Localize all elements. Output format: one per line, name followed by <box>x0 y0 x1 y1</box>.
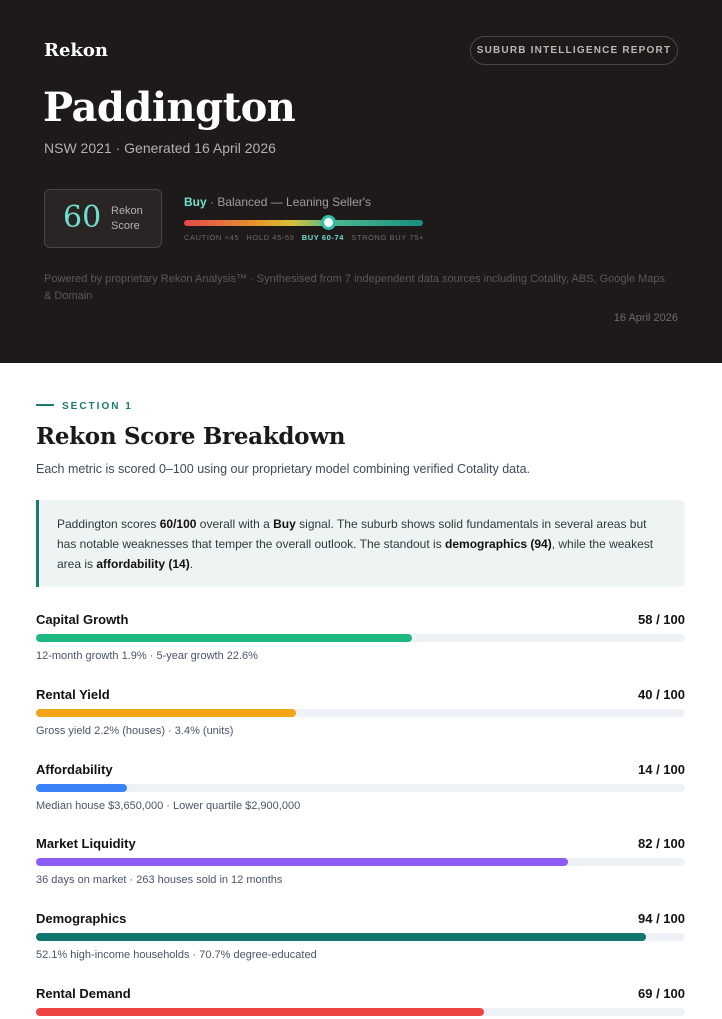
data-sources-note: Powered by proprietary Rekon Analysis™ · Synthesised from 7 independent data sources including Cotality, ABS, Google Maps & Domain <box>44 273 666 302</box>
summary-text: Paddington scores <box>57 517 160 531</box>
summary-text: . <box>189 557 194 571</box>
signal-secondary: · Balanced — Leaning Seller's <box>206 195 372 209</box>
metric-name: Capital Growth <box>36 612 129 627</box>
suburb-title: Paddington <box>43 84 296 131</box>
score-summary-callout <box>36 500 685 587</box>
metric-name: Rental Demand <box>36 986 131 1001</box>
section-number: SECTION 1 <box>62 401 133 412</box>
metric-score: 40 / 100 <box>638 686 685 702</box>
score-gauge-knob <box>321 215 336 230</box>
rekon-score-value: 60 <box>63 200 102 235</box>
summary-worst-metric: affordability (14) <box>96 557 190 571</box>
metric-bar-fill <box>36 784 127 792</box>
suburb-subtitle: NSW 2021 · Generated 16 April 2026 <box>44 140 276 156</box>
metric-bar-track <box>36 1008 685 1016</box>
metric-note: Gross yield 2.2% (houses) · 3.4% (units) <box>36 724 234 737</box>
gauge-label: BUY 60-74 <box>301 233 345 242</box>
summary-text: signal. The suburb shows solid fundamentals in several areas but has notable weaknesses that temper the overall outlook. The standout is <box>57 517 647 551</box>
rekon-score-label: Rekon Score <box>111 205 143 232</box>
metric-score: 69 / 100 <box>638 986 685 1001</box>
report-header <box>0 0 722 363</box>
metric-score: 58 / 100 <box>638 612 685 627</box>
gauge-label: STRONG BUY 75+ <box>351 233 424 242</box>
gauge-label: HOLD 45-59 <box>246 233 295 242</box>
metric-score: 82 / 100 <box>638 836 685 852</box>
signal-text <box>184 195 371 209</box>
metric-score: 14 / 100 <box>638 761 685 777</box>
rekon-score-card <box>44 189 162 248</box>
metric-name: Rental Yield <box>36 686 110 702</box>
metric-score: 94 / 100 <box>638 911 685 927</box>
metric-bar-track <box>36 709 685 717</box>
metric-name: Affordability <box>36 761 113 777</box>
section-description: Each metric is scored 0–100 using our proprietary model combining verified Cotality data. <box>36 462 530 476</box>
section-title: Rekon Score Breakdown <box>36 423 346 450</box>
metric-bar-track <box>36 784 685 792</box>
metric-name: Demographics <box>36 911 127 927</box>
eyebrow-dash <box>36 404 54 406</box>
metric-note: 12-month growth 1.9% · 5-year growth 22.6% <box>36 650 258 662</box>
report-date: 16 April 2026 <box>613 312 678 324</box>
metric-bar-fill <box>36 933 646 941</box>
metric-note: 52.1% high-income households · 70.7% degree-educated <box>36 949 317 962</box>
gauge-labels <box>184 233 424 242</box>
metric-bar-track <box>36 858 685 866</box>
metric-bar-fill <box>36 634 412 642</box>
metric-bar-track <box>36 933 685 941</box>
summary-text: , while the weakest area is <box>57 537 654 571</box>
metric-bar-fill <box>36 709 296 717</box>
section-eyebrow <box>36 401 133 412</box>
metric-name: Market Liquidity <box>36 836 136 852</box>
metric-bar-fill <box>36 858 568 866</box>
score-gauge <box>184 220 423 226</box>
summary-text: overall with a <box>196 517 274 531</box>
summary-score: 60/100 <box>159 517 197 531</box>
summary-best-metric: demographics (94) <box>445 537 552 551</box>
metric-bar-fill <box>36 1008 484 1016</box>
summary-signal: Buy <box>273 517 296 531</box>
signal-primary: Buy <box>184 195 207 209</box>
gauge-label: CAUTION <45 <box>184 233 240 242</box>
metric-bar-track <box>36 634 685 642</box>
metric-note: 36 days on market · 263 houses sold in 12 months <box>36 874 283 887</box>
report-type-badge: SUBURB INTELLIGENCE REPORT <box>470 36 678 65</box>
metric-note: Median house $3,650,000 · Lower quartile $2,900,000 <box>36 799 301 812</box>
brand-logo: Rekon <box>44 40 108 61</box>
